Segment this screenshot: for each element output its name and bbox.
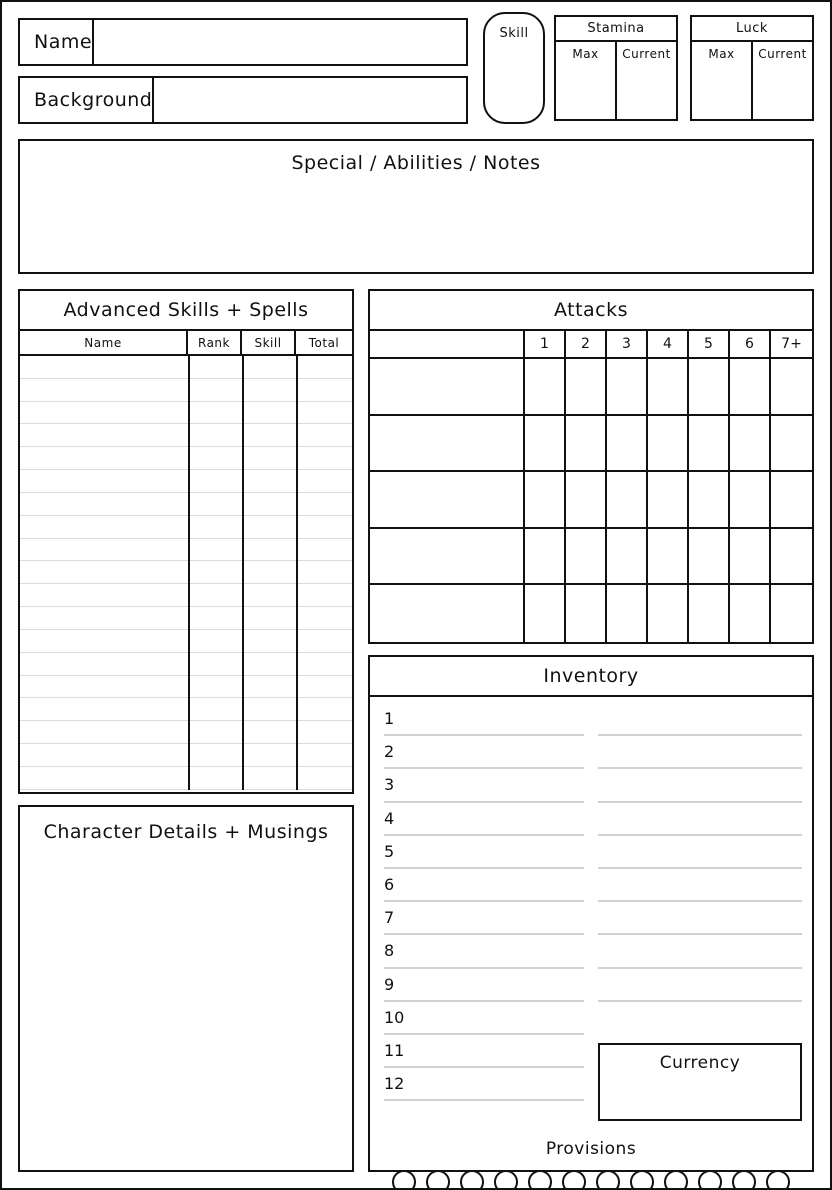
- inventory-item-number: 1: [384, 709, 395, 729]
- advanced-skills-col-total: Total: [308, 335, 340, 350]
- attacks-cell[interactable]: [566, 416, 607, 473]
- attacks-cell[interactable]: [607, 585, 648, 642]
- advanced-skills-column-divider: [188, 356, 190, 790]
- advanced-skill-row[interactable]: [20, 539, 352, 562]
- attacks-cell[interactable]: [566, 585, 607, 642]
- provision-circle[interactable]: [426, 1170, 450, 1190]
- character-details-title: Character Details + Musings: [43, 821, 329, 843]
- provision-circle[interactable]: [596, 1170, 620, 1190]
- stamina-current-cell[interactable]: [617, 42, 676, 119]
- provision-circle[interactable]: [528, 1170, 552, 1190]
- currency-box[interactable]: [598, 1043, 802, 1121]
- attacks-cell[interactable]: [607, 472, 648, 529]
- inventory-blank-line[interactable]: [598, 935, 802, 968]
- stamina-current-label: Current: [622, 47, 671, 61]
- attacks-cell[interactable]: [525, 529, 566, 586]
- provisions-label: Provisions: [545, 1139, 637, 1159]
- attacks-col-4: 4: [648, 331, 689, 359]
- attacks-cell[interactable]: [689, 359, 730, 416]
- attacks-row-name-cell[interactable]: [370, 585, 525, 642]
- attacks-cell[interactable]: [730, 529, 771, 586]
- advanced-skill-row[interactable]: [20, 470, 352, 493]
- attacks-cell[interactable]: [566, 359, 607, 416]
- inventory-item-line[interactable]: [384, 902, 584, 935]
- provisions-row: [392, 1170, 790, 1190]
- advanced-skill-row[interactable]: [20, 447, 352, 470]
- advanced-skill-row[interactable]: [20, 424, 352, 447]
- attacks-cell[interactable]: [730, 416, 771, 473]
- inventory-blank-line[interactable]: [598, 969, 802, 1002]
- inventory-item-line[interactable]: [384, 703, 584, 736]
- skill-label: Skill: [499, 26, 529, 41]
- background-label: Background: [20, 78, 154, 122]
- advanced-skill-row[interactable]: [20, 402, 352, 425]
- stamina-stat-box: [554, 15, 678, 121]
- attacks-cell[interactable]: [771, 416, 812, 473]
- inventory-item-line[interactable]: [384, 1002, 584, 1035]
- inventory-item-number: 12: [384, 1074, 405, 1094]
- advanced-skill-row[interactable]: [20, 698, 352, 721]
- attacks-cell[interactable]: [607, 359, 648, 416]
- inventory-item-number: 8: [384, 941, 395, 961]
- advanced-skill-row[interactable]: [20, 607, 352, 630]
- inventory-item-line[interactable]: [384, 736, 584, 769]
- provision-circle[interactable]: [698, 1170, 722, 1190]
- special-abilities-notes-title: Special / Abilities / Notes: [291, 152, 541, 174]
- advanced-skills-title: Advanced Skills + Spells: [20, 291, 352, 331]
- inventory-item-line[interactable]: [384, 1068, 584, 1101]
- attacks-cell[interactable]: [648, 472, 689, 529]
- attacks-cell[interactable]: [566, 529, 607, 586]
- attacks-title: Attacks: [370, 291, 812, 331]
- attacks-cell[interactable]: [525, 359, 566, 416]
- provision-circle[interactable]: [460, 1170, 484, 1190]
- attacks-cell[interactable]: [607, 416, 648, 473]
- name-label: Name: [20, 20, 94, 64]
- attacks-cell[interactable]: [607, 529, 648, 586]
- inventory-blank-line[interactable]: [598, 836, 802, 869]
- inventory-title: Inventory: [370, 657, 812, 697]
- inventory-item-number: 9: [384, 974, 395, 994]
- provision-circle[interactable]: [392, 1170, 416, 1190]
- attacks-cell[interactable]: [566, 472, 607, 529]
- luck-max-label: Max: [708, 47, 735, 61]
- advanced-skill-row[interactable]: [20, 721, 352, 744]
- name-input[interactable]: [94, 20, 466, 64]
- attacks-cell[interactable]: [689, 585, 730, 642]
- provision-circle[interactable]: [562, 1170, 586, 1190]
- inventory-item-number: 11: [384, 1040, 405, 1060]
- luck-stat-box: [690, 15, 814, 121]
- attacks-cell[interactable]: [525, 472, 566, 529]
- attacks-col-7+: 7+: [771, 331, 812, 359]
- inventory-item-number: 10: [384, 1007, 405, 1027]
- inventory-box: [368, 655, 814, 1172]
- advanced-skill-row[interactable]: [20, 676, 352, 699]
- special-abilities-notes-box[interactable]: [18, 139, 814, 274]
- inventory-item-number: 4: [384, 808, 395, 828]
- attacks-col-2: 2: [566, 331, 607, 359]
- attacks-cell[interactable]: [648, 359, 689, 416]
- stamina-max-label: Max: [572, 47, 599, 61]
- provision-circle[interactable]: [766, 1170, 790, 1190]
- luck-max-cell[interactable]: [692, 42, 753, 119]
- attacks-col-6: 6: [730, 331, 771, 359]
- advanced-skills-box: [18, 289, 354, 794]
- attacks-cell[interactable]: [730, 472, 771, 529]
- inventory-blank-line[interactable]: [598, 769, 802, 802]
- advanced-skills-col-name: Name: [20, 331, 188, 354]
- inventory-blank-line[interactable]: [598, 869, 802, 902]
- advanced-skill-row[interactable]: [20, 630, 352, 653]
- attacks-cell[interactable]: [771, 359, 812, 416]
- inventory-body: [370, 697, 812, 1170]
- attacks-cell[interactable]: [771, 472, 812, 529]
- advanced-skill-row[interactable]: [20, 493, 352, 516]
- provision-circle[interactable]: [732, 1170, 756, 1190]
- background-input[interactable]: [154, 78, 466, 122]
- attacks-cell[interactable]: [648, 529, 689, 586]
- inventory-item-number: 6: [384, 875, 395, 895]
- inventory-item-line[interactable]: [384, 803, 584, 836]
- advanced-skills-column-divider: [296, 356, 298, 790]
- currency-label: Currency: [659, 1053, 741, 1073]
- inventory-item-line[interactable]: [384, 869, 584, 902]
- inventory-item-line[interactable]: [384, 836, 584, 869]
- inventory-blank-line[interactable]: [598, 902, 802, 935]
- attacks-cell[interactable]: [689, 472, 730, 529]
- attacks-col-5: 5: [689, 331, 730, 359]
- advanced-skills-header-row: [20, 331, 352, 356]
- advanced-skill-row[interactable]: [20, 584, 352, 607]
- luck-current-label: Current: [758, 47, 807, 61]
- stamina-max-cell[interactable]: [556, 42, 617, 119]
- attacks-col-weapon: [370, 331, 525, 359]
- attacks-row-name-cell[interactable]: [370, 529, 525, 586]
- attacks-cell[interactable]: [648, 416, 689, 473]
- attacks-row-name-cell[interactable]: [370, 416, 525, 473]
- attacks-cell[interactable]: [525, 416, 566, 473]
- inventory-item-line[interactable]: [384, 1035, 584, 1068]
- attacks-col-1: 1: [525, 331, 566, 359]
- advanced-skills-body: [20, 356, 352, 790]
- name-field-row: [18, 18, 468, 66]
- attacks-cell[interactable]: [648, 585, 689, 642]
- advanced-skill-row[interactable]: [20, 653, 352, 676]
- background-field-row: [18, 76, 468, 124]
- inventory-blank-line[interactable]: [598, 803, 802, 836]
- stamina-columns: [556, 42, 676, 119]
- attacks-cell[interactable]: [689, 529, 730, 586]
- inventory-item-line[interactable]: [384, 935, 584, 968]
- inventory-item-line[interactable]: [384, 769, 584, 802]
- advanced-skill-row[interactable]: [20, 516, 352, 539]
- advanced-skill-row[interactable]: [20, 356, 352, 379]
- luck-title: Luck: [692, 17, 812, 42]
- inventory-item-number: 5: [384, 841, 395, 861]
- attacks-row-name-cell[interactable]: [370, 472, 525, 529]
- advanced-skill-row[interactable]: [20, 379, 352, 402]
- provision-circle[interactable]: [664, 1170, 688, 1190]
- advanced-skills-col-rank: Rank: [188, 331, 242, 354]
- luck-columns: [692, 42, 812, 119]
- attacks-col-3: 3: [607, 331, 648, 359]
- advanced-skills-col-skill: Skill: [242, 331, 296, 354]
- attacks-box: [368, 289, 814, 644]
- attacks-grid: [370, 331, 812, 642]
- inventory-item-line[interactable]: [384, 969, 584, 1002]
- attacks-cell[interactable]: [525, 585, 566, 642]
- character-details-box[interactable]: [18, 805, 354, 1172]
- provision-circle[interactable]: [630, 1170, 654, 1190]
- attacks-cell[interactable]: [689, 416, 730, 473]
- attacks-row-name-cell[interactable]: [370, 359, 525, 416]
- inventory-blank-line[interactable]: [598, 703, 802, 736]
- luck-current-cell[interactable]: [753, 42, 812, 119]
- attacks-cell[interactable]: [771, 585, 812, 642]
- advanced-skill-row[interactable]: [20, 561, 352, 584]
- attacks-cell[interactable]: [771, 529, 812, 586]
- inventory-item-number: 2: [384, 742, 395, 762]
- attacks-cell[interactable]: [730, 359, 771, 416]
- inventory-item-number: 7: [384, 908, 395, 928]
- skill-stat-box[interactable]: [483, 12, 545, 124]
- inventory-blank-line[interactable]: [598, 736, 802, 769]
- inventory-item-number: 3: [384, 775, 395, 795]
- advanced-skill-row[interactable]: [20, 744, 352, 767]
- stamina-title: Stamina: [556, 17, 676, 42]
- inventory-blank-list: [598, 703, 802, 1002]
- advanced-skill-row[interactable]: [20, 767, 352, 790]
- inventory-numbered-list: [384, 703, 584, 1101]
- attacks-cell[interactable]: [730, 585, 771, 642]
- provision-circle[interactable]: [494, 1170, 518, 1190]
- advanced-skills-column-divider: [242, 356, 244, 790]
